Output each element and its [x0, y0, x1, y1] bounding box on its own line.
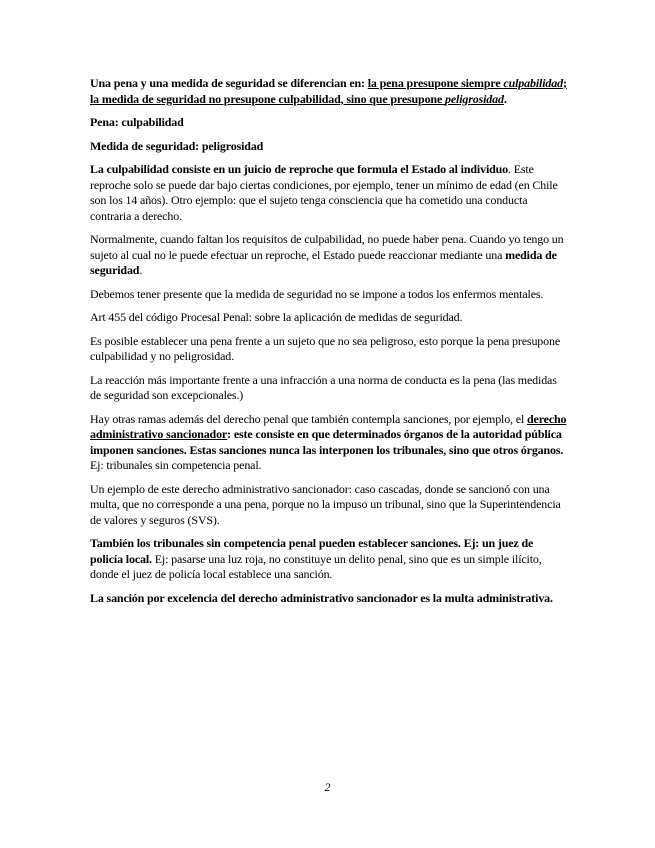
- text-bold-underlined-italic: peligrosidad: [444, 91, 504, 106]
- text-regular: .: [139, 263, 143, 277]
- text-bold: medida de seguridad: [90, 247, 557, 277]
- text-regular: Normalmente, cuando faltan los requisitos de culpabilidad, no puede haber pena. Cuando yo tengo un sujeto al cual no le puede efectuar un reproche, el Estado puede reaccionar mediante una: [90, 232, 564, 262]
- paragraph-enfermos-mentales: Debemos tener presente que la medida de seguridad no se impone a todos los enfermos mentales.: [90, 286, 544, 301]
- text-regular: Ej: pasarse una luz roja, no constituye un delito penal, sino que es un simple ilícito, donde el juez de policía local establece una sanción.: [90, 551, 542, 581]
- paragraph-reaccion: La reacción más importante frente a una infracción a una norma de conducta es la pena (las medidas de seguridad son excepcionales.): [90, 372, 557, 402]
- text-regular: Hay otras ramas además del derecho penal que también contempla sanciones, por ejemplo, el: [90, 411, 527, 426]
- paragraph-pena-sin-peligrosidad: Es posible establecer una pena frente a un sujeto que no sea peligroso, esto porque la pena presupone culpabilidad y no peligrosidad.: [90, 333, 561, 363]
- paragraph-culpabilidad: [90, 162, 568, 224]
- text-bold-underlined-italic: culpabilidad: [503, 76, 563, 90]
- paragraph-requisitos: [90, 232, 568, 279]
- text-bold-underlined: ; la medida de seguridad no presupone culpabilidad, sino que presupone: [90, 76, 567, 106]
- paragraph-derecho-administrativo: [90, 412, 568, 474]
- text-bold: : este consiste en que determinados órganos de la autoridad pública imponen sanciones. Estas sanciones nunca las interponen los tribunales, sino que otros órganos.: [90, 427, 564, 457]
- text-bold: Una pena y una medida de seguridad se diferencian en:: [90, 76, 368, 90]
- page-number: 2: [324, 780, 331, 794]
- document-page: [90, 76, 568, 614]
- text-bold: También los tribunales sin competencia penal pueden establecer sanciones. Ej: un juez de policía local.: [90, 536, 534, 566]
- text-regular: . Este reproche solo se puede dar bajo ciertas condiciones, por ejemplo, tener un mínimo de edad (en Chile son los 14 años). Otro ejemplo: que el sujeto tenga consciencia que ha cometido una conducta contraria a derecho.: [90, 162, 558, 223]
- text-bold-underlined: la pena presupone siempre: [367, 76, 504, 90]
- paragraph-pena-culpabilidad: Pena: culpabilidad: [90, 115, 184, 129]
- text-regular: Ej: tribunales sin competencia penal.: [90, 458, 262, 472]
- text-bold: .: [503, 91, 507, 106]
- paragraph-caso-cascadas: Un ejemplo de este derecho administrativo sancionador: caso cascadas, donde se sancionó con una multa, que no corresponde a una pena, porque no la impuso un tribunal, sino que la Superintendencia de valores y seguros (SVS).: [90, 481, 561, 527]
- paragraph-pena-vs-medida: [90, 76, 568, 107]
- paragraph-multa: La sanción por excelencia del derecho administrativo sancionador es la multa administrativa.: [90, 590, 553, 605]
- text-bold-underlined: derecho administrativo sancionador: [90, 411, 567, 441]
- text-bold: La culpabilidad consiste en un juicio de reproche que formula el Estado al individuo: [90, 162, 509, 176]
- paragraph-medida-peligrosidad: Medida de seguridad: peligrosidad: [90, 138, 264, 153]
- paragraph-tribunales: [90, 536, 568, 583]
- paragraph-art-455: Art 455 del código Procesal Penal: sobre la aplicación de medidas de seguridad.: [90, 310, 463, 324]
